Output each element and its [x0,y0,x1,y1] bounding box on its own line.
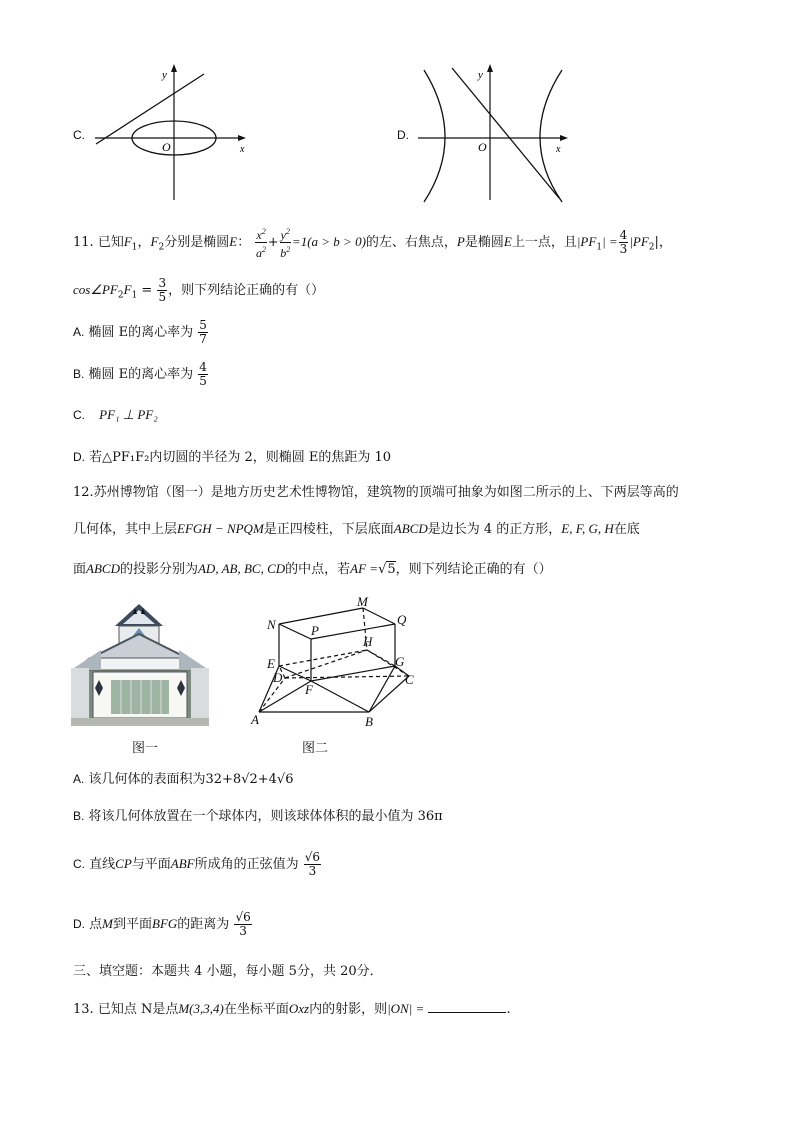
vertex-n: N [267,617,276,632]
vertex-f: F [305,682,313,697]
figure-c-origin: O [162,140,171,154]
q12-option-c: C. 直线CP与平面ABF所成角的正弦值为 $\frac{√6}{3}$ [73,850,321,878]
figure-d-line [452,68,559,198]
figure-c-ellipse-graph [90,62,255,204]
figure-c-y-label: y [162,69,167,81]
q11-line2: $\cos\angle PF_2F_1$ = $\frac{3}{5}$ ，则下列结论正确的有（） [73,276,325,304]
figure-d-hyperbola-graph [414,62,584,204]
vertex-p: P [311,623,319,638]
q11-option-c: C. PF₁ ⊥ PF₂ [73,407,158,422]
figure-2-caption: 图二 [302,740,329,755]
q13-answer-blank[interactable] [428,1000,506,1013]
figure-1-caption: 图一 [132,740,159,755]
q12-option-d: D. 点M到平面BFG的距离为 $\frac{√6}{3}$ [73,910,251,938]
q12-option-b: B. 将该几何体放置在一个球体内，则该球体体积的最小值为 36π [73,809,443,824]
q11-line1: 11. 已知$F_1$，$F_2$分别是椭圆E： $\frac{x^2}{a^2}$ + $\frac{y^2}{b^2}$ =1(a > b > 0)的左、右焦点，P是椭圆E上一点，且$|PF_1|$ = $\frac{4}{3}$ $|PF_2|$， [73,227,672,260]
vertex-a: A [251,712,259,727]
figure-c-line [96,74,204,144]
q11-cos-fraction: $\frac{3}{5}$ [158,276,167,304]
vertex-m: M [357,594,368,609]
vertex-q: Q [397,612,407,627]
q13-number: 13. [73,1002,94,1017]
vertex-c: C [405,672,414,687]
figure-c-x-label: x [240,144,245,155]
solid-figure [245,594,425,732]
q12-line2: 几何体，其中上层EFGH − NPQM是正四棱柱，下层底面ABCD是边长为 4 的正方形，E, F, G, H在底 [73,521,640,537]
q11-option-d: D. 若△PF₁F₂内切圆的半径为 2，则椭圆 E的焦距为 10 [73,450,392,465]
q11-number: 11. [73,235,94,250]
option-c-label: C. [73,128,85,142]
q11-ellipse-y-term: $\frac{y^2}{b^2}$ [280,227,291,260]
vertex-g: G [395,654,405,669]
q12-line3: 面ABCD的投影分别为AD, AB, BC, CD的中点，若AF =√5，则下列结论正确的有（） [73,561,552,577]
q12-number: 12. [73,485,94,500]
figure-d-origin: O [478,140,487,154]
figure-d-x-label: x [556,144,561,155]
vertex-h: H [363,634,373,649]
q11-ratio-fraction: $\frac{4}{3}$ [619,228,628,256]
q12-a-expression: 32+8√2+4√6 [205,772,294,787]
vertex-e: E [267,656,275,671]
q12-option-a: A. 该几何体的表面积为32+8√2+4√6 [73,772,294,787]
q11-option-a: A. 椭圆 E的离心率为 $\frac{5}{7}$ [73,318,207,346]
q13-line: 13. 已知点 N是点M(3,3,4)在坐标平面Oxz内的射影，则|ON| = . [73,1001,511,1017]
section-3-heading: 三、填空题：本题共 4 小题，每小题 5分，共 20分． [73,964,383,979]
figure-d-left-branch [424,70,445,202]
q11-option-b: B. 椭圆 E的离心率为 $\frac{4}{5}$ [73,360,207,388]
museum-photo [71,600,209,726]
vertex-d: D [273,670,283,685]
q11-ellipse-x-term: $\frac{x^2}{a^2}$ [256,227,267,260]
q12-line1: 12.苏州博物馆（图一）是地方历史艺术性博物馆，建筑物的顶端可抽象为如图二所示的上、下两层等高的 [73,485,679,500]
vertex-b: B [365,714,373,729]
figure-d-y-label: y [478,69,483,81]
option-d-label: D. [397,128,409,142]
figure-d-right-branch [540,70,562,202]
